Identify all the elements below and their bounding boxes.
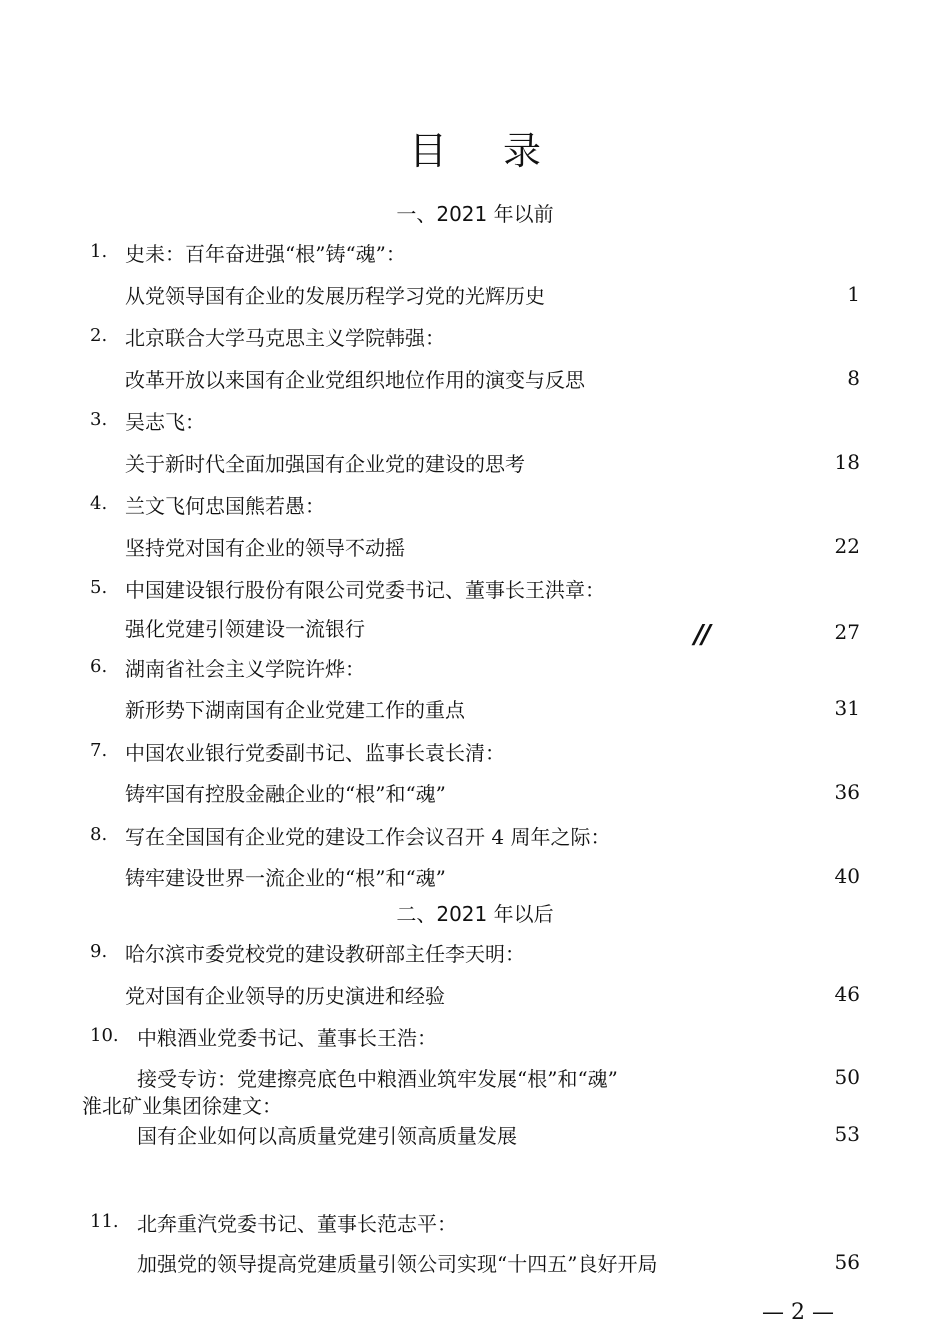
entry-author: 淮北矿业集团徐建文： [82,1094,282,1118]
entry-title: 新形势下湖南国有企业党建工作的重点 [125,698,465,722]
entry-number: 2. [90,325,108,346]
entry-page: 22 [834,534,860,558]
section-heading-before-2021: 一、2021 年以前 [396,202,554,226]
entry-number: 9. [90,941,108,962]
entry-title: 从党领导国有企业的发展历程学习党的光辉历史 [125,284,545,308]
entry-number: 8. [90,824,108,845]
entry-page: 8 [847,366,860,390]
entry-title: 党对国有企业领导的历史演进和经验 [125,984,445,1008]
entry-title: 国有企业如何以高质量党建引领高质量发展 [137,1124,517,1148]
entry-number: 11. [90,1211,119,1232]
entry-title: 铸牢建设世界一流企业的“根”和“魂” [125,866,446,890]
entry-author: 吴志飞： [125,410,205,434]
entry-title: 改革开放以来国有企业党组织地位作用的演变与反思 [125,368,585,392]
entry-author: 中国农业银行党委副书记、监事长袁长清： [125,741,505,765]
entry-title: 铸牢国有控股金融企业的“根”和“魂” [125,782,446,806]
entry-page: 18 [834,450,860,474]
entry-author: 北京联合大学马克思主义学院韩强： [125,326,445,350]
entry-title: 坚持党对国有企业的领导不动摇 [125,536,405,560]
entry-author: 中国建设银行股份有限公司党委书记、董事长王洪章： [125,578,605,602]
entry-number: 6. [90,656,108,677]
entry-author: 哈尔滨市委党校党的建设教研部主任李天明： [125,942,525,966]
entry-number: 10. [90,1025,119,1046]
entry-title: 关于新时代全面加强国有企业党的建设的思考 [125,452,525,476]
entry-author: 兰文飞何忠国熊若愚： [125,494,325,518]
entry-page: 1 [847,282,860,306]
entry-page: 31 [834,696,860,720]
entry-page: 53 [834,1122,860,1146]
entry-number: 5. [90,577,108,598]
entry-number: 7. [90,740,108,761]
entry-author: 北奔重汽党委书记、董事长范志平： [137,1212,457,1236]
entry-author: 写在全国国有企业党的建设工作会议召开 4 周年之际： [125,825,611,849]
page-footer: — 2 — [762,1300,834,1325]
section-heading-after-2021: 二、2021 年以后 [396,902,554,926]
entry-page: 50 [834,1065,860,1089]
entry-author: 史耒：百年奋进强“根”铸“魂”： [125,242,406,266]
entry-title: 加强党的领导提高党建质量引领公司实现“十四五”良好开局 [137,1252,658,1276]
page-title: 目 录 [408,129,564,173]
entry-author: 中粮酒业党委书记、董事长王浩： [137,1026,437,1050]
entry-author: 湖南省社会主义学院许烨： [125,657,365,681]
entry-number: 3. [90,409,108,430]
entry-number: 4. [90,493,108,514]
entry-title: 强化党建引领建设一流银行 [125,617,365,641]
entry-number: 1. [90,241,108,262]
entry-page: 56 [834,1250,860,1274]
entry-page: 40 [834,864,860,888]
entry-page: 36 [834,780,860,804]
entry-page: 27 [834,620,860,644]
entry-page: 46 [834,982,860,1006]
handwritten-mark: // [694,620,709,650]
entry-title: 接受专访：党建擦亮底色中粮酒业筑牢发展“根”和“魂” [137,1067,618,1091]
